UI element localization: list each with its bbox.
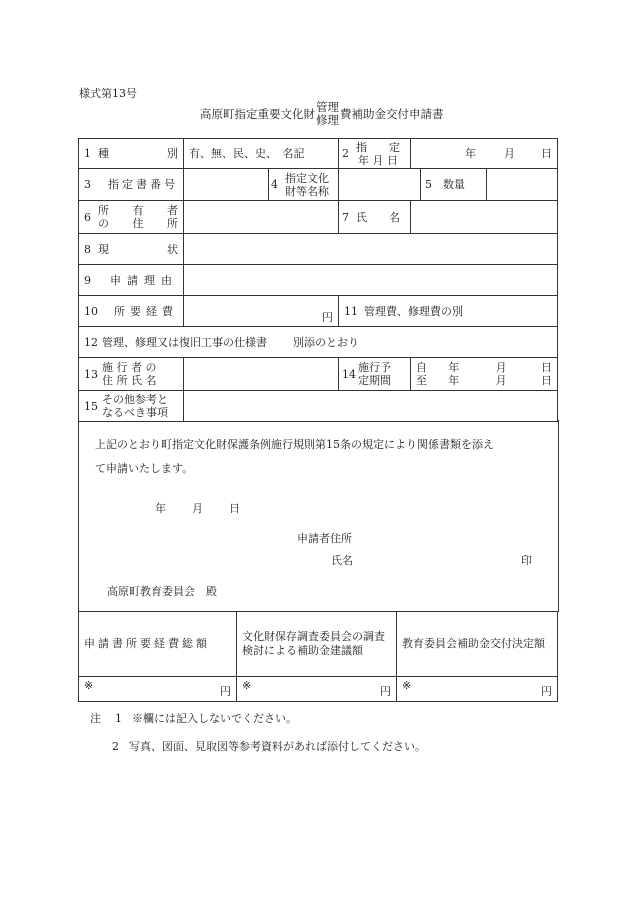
amount-table: [78, 611, 558, 702]
row-expenses: [79, 296, 558, 327]
title-stack: [316, 101, 339, 127]
title-stack-bottom: 修理: [316, 113, 339, 127]
property-name-label-a: 指定文化: [285, 171, 329, 185]
designation-number-label-cell: [79, 169, 184, 201]
row-number: 11: [344, 304, 359, 318]
row-number: 1: [84, 147, 91, 160]
note-number: 1: [115, 712, 122, 725]
owner-name-label-cell: [339, 201, 411, 234]
board-amount-value[interactable]: [397, 677, 558, 702]
form-number: 様式第13号: [79, 87, 137, 100]
period-value-cell[interactable]: [411, 358, 558, 391]
status-value-cell[interactable]: [184, 234, 558, 265]
year-label: 年: [448, 374, 460, 387]
row-number: 7: [342, 210, 350, 224]
designation-date-label-cell: [339, 139, 411, 169]
note-text: ※欄には記入しないでください。: [132, 712, 297, 725]
title-suffix: 費補助金交付申請書: [340, 107, 444, 121]
property-name-label-cell: [269, 169, 339, 201]
period-label-a: 施行予: [358, 361, 392, 374]
owner-address-label-cell: [79, 201, 184, 234]
owner-name-value-cell[interactable]: [411, 201, 558, 234]
committee-amount-header: [237, 612, 397, 677]
declaration-section: [78, 420, 559, 612]
period-label-cell: [339, 358, 411, 391]
yen-label: 円: [322, 311, 334, 324]
expense-type-label: 管理費、修理費の別: [364, 304, 464, 318]
other-label-b: なるべき事項: [102, 406, 168, 419]
contractor-label-a: 施 行 者 の: [102, 361, 157, 374]
amount-value-row: [79, 677, 558, 702]
title-prefix: 高原町指定重要文化財: [200, 107, 315, 121]
owner-name-label: 氏 名: [356, 210, 401, 224]
row-number: 14: [342, 367, 357, 381]
owner-label-a: 所 有 者: [98, 204, 178, 217]
row-specification: [79, 327, 558, 358]
expenses-value-cell[interactable]: [184, 296, 339, 327]
row-contractor: [79, 358, 558, 391]
row-number: 3: [84, 178, 91, 191]
note-2: [112, 738, 426, 754]
specification-attached: 別添のとおり: [293, 335, 359, 349]
status-label-a: 現: [98, 242, 109, 256]
specification-text: 管理、修理又は復旧工事の仕様書: [102, 335, 267, 349]
total-expense-value[interactable]: [79, 677, 237, 702]
row-status: [79, 234, 558, 265]
yen-label: 円: [220, 685, 231, 698]
addressee: 高原町教育委員会 殿: [107, 585, 217, 598]
row-designation-number: [79, 169, 558, 201]
month-label: 月: [504, 147, 516, 160]
committee-amount-header-text: 文化財保存調査委員会の調査検討による補助金建議額: [242, 630, 385, 657]
declaration-line2: て申請いたします。: [95, 462, 194, 475]
applicant-name-label: 氏名: [331, 554, 353, 567]
board-amount-header: [397, 612, 558, 677]
form-title: [200, 101, 444, 127]
row-number: 9: [84, 273, 91, 287]
row-number: 4: [271, 178, 278, 191]
row-number: 2: [342, 147, 350, 160]
mark-symbol: ※: [84, 679, 94, 692]
row-reason: [79, 265, 558, 296]
property-name-label-b: 財等名称: [285, 184, 329, 198]
quantity-label-cell: [421, 169, 487, 201]
expenses-label-cell: [79, 296, 184, 327]
row-number: 10: [84, 304, 98, 318]
seal-label: 印: [521, 554, 532, 567]
reason-label: 申請理由: [110, 273, 178, 287]
year-label: 年: [155, 502, 166, 515]
applicant-address-label: 申請者住所: [297, 532, 352, 545]
total-expense-header: [79, 612, 237, 677]
committee-amount-value[interactable]: [237, 677, 397, 702]
status-label-cell: [79, 234, 184, 265]
board-amount-header-text: 教育委員会補助金交付決定額: [402, 637, 545, 650]
row-number: 8: [84, 242, 91, 256]
period-from-label: 自: [416, 361, 428, 374]
owner-label-b: の 住 所: [98, 217, 178, 230]
mark-symbol: ※: [242, 679, 252, 692]
contractor-label-b: 住 所 氏 名: [102, 374, 157, 387]
type-options: 有、無、民、史、 名記: [189, 147, 305, 160]
day-label: 日: [541, 147, 553, 160]
declaration-date: [155, 500, 240, 516]
row-number: 6: [84, 210, 91, 224]
designation-number-label: 指定書番号: [108, 178, 178, 191]
other-value-cell[interactable]: [184, 391, 558, 422]
period-to-label: 至: [416, 374, 428, 387]
reason-label-cell: [79, 265, 184, 296]
contractor-label-cell: [79, 358, 184, 391]
declaration-line1: 上記のとおり町指定文化財保護条例施行規則第15条の規定により関係書類を添え: [95, 438, 494, 451]
amount-header-row: [79, 612, 558, 677]
type-label-b: 別: [167, 147, 178, 160]
note-1: [90, 710, 297, 726]
reason-value-cell[interactable]: [184, 265, 558, 296]
month-label: 月: [495, 361, 507, 374]
mark-symbol: ※: [402, 679, 412, 692]
note-number: 2: [112, 740, 119, 753]
quantity-value-cell[interactable]: [487, 169, 558, 201]
title-stack-top: 管理: [316, 100, 339, 114]
application-table: [78, 138, 558, 422]
owner-address-value-cell[interactable]: [184, 201, 339, 234]
row-number: 12: [84, 335, 98, 349]
month-label: 月: [495, 374, 507, 387]
other-label-a: その他参考と: [102, 393, 168, 406]
yen-label: 円: [380, 685, 391, 698]
note-label: 注: [90, 712, 101, 725]
day-label: 日: [541, 361, 553, 374]
contractor-value-cell[interactable]: [184, 358, 339, 391]
year-label: 年: [448, 361, 460, 374]
row-owner: [79, 201, 558, 234]
specification-cell: [79, 327, 558, 358]
day-label: 日: [229, 502, 240, 515]
designation-label-a: 指 定: [356, 140, 401, 154]
designation-label-b: 年 月 日: [358, 153, 399, 167]
other-label-cell: [79, 391, 184, 422]
row-number: 13: [84, 367, 98, 381]
note-text: 写真、図面、見取図等参考資料があれば添付してください。: [129, 740, 426, 753]
year-label: 年: [465, 147, 477, 160]
type-label-cell: [79, 139, 184, 169]
total-expense-header-text: 申請書所要経費総額: [84, 637, 210, 650]
designation-number-value-cell[interactable]: [184, 169, 269, 201]
status-label-b: 状: [167, 242, 178, 256]
month-label: 月: [192, 502, 203, 515]
expenses-label: 所要経費: [114, 304, 178, 318]
type-label-a: 種: [98, 147, 109, 160]
day-label: 日: [541, 374, 553, 387]
period-label-b: 定期間: [358, 374, 392, 387]
property-name-value-cell[interactable]: [339, 169, 421, 201]
row-type: [79, 139, 558, 169]
row-number: 5: [425, 178, 433, 191]
designation-date-value-cell[interactable]: [411, 139, 558, 169]
yen-label: 円: [541, 685, 552, 698]
row-number: 15: [84, 399, 98, 413]
row-other: [79, 391, 558, 422]
quantity-label: 数量: [443, 178, 466, 191]
type-value-cell[interactable]: [184, 139, 339, 169]
expense-type-cell[interactable]: [339, 296, 558, 327]
